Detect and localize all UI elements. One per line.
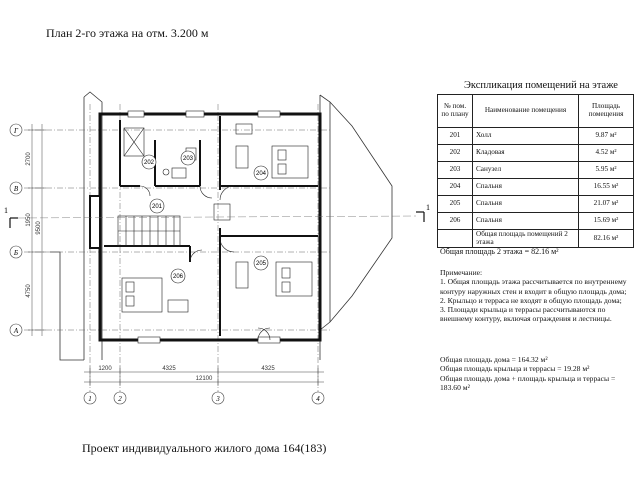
header-name: Наименование помещения xyxy=(473,95,579,128)
row-name: Холл xyxy=(473,128,579,145)
row-area: 15.69 м² xyxy=(579,213,634,230)
row-name: Спальня xyxy=(473,213,579,230)
header-area: Площадь помещения xyxy=(579,95,634,128)
dim-bottom-2: 4325 xyxy=(162,366,176,372)
table-header-row xyxy=(438,95,634,128)
explication-table xyxy=(437,94,634,248)
section-label-left: 1 xyxy=(4,206,8,215)
staircase xyxy=(118,216,180,246)
dim-bottom-total: 12100 xyxy=(195,376,213,382)
room-label-203: 203 xyxy=(182,156,194,162)
table-row xyxy=(438,179,634,196)
dimension-labels-left xyxy=(26,152,42,298)
row-num: 201 xyxy=(438,128,473,145)
axis-letter-a: А xyxy=(13,327,19,335)
dim-left-1: 2700 xyxy=(26,152,32,166)
room-labels xyxy=(144,156,267,280)
axis-letter-v: В xyxy=(13,185,19,193)
dim-left-3: 4750 xyxy=(26,284,32,298)
area-porch-terrace: Общая площадь крыльца и террасы = 19.28 м² xyxy=(440,364,590,374)
row-area: 16.55 м² xyxy=(579,179,634,196)
row-num: 203 xyxy=(438,162,473,179)
axis-letter-labels xyxy=(13,127,19,335)
table-row xyxy=(438,213,634,230)
total-row-name: Общая площадь помещений 2 этажа xyxy=(473,230,579,248)
row-name: Спальня xyxy=(473,179,579,196)
section-line xyxy=(18,216,416,218)
project-title: Проект индивидуального жилого дома 164(183) xyxy=(82,441,327,455)
axis-lines xyxy=(24,104,330,398)
room-label-204: 204 xyxy=(255,171,267,177)
area-combined: Общая площадь дома + площадь крыльца и террасы = 183.60 м² xyxy=(440,373,616,392)
row-area: 9.87 м² xyxy=(579,128,634,145)
landing-bay xyxy=(90,196,100,248)
room-label-201: 201 xyxy=(151,204,163,210)
total-row-area: 82.16 м² xyxy=(579,230,634,248)
note-item-2: 2. Крыльцо и терраса не входят в общую площадь дома; xyxy=(440,295,622,305)
area-house: Общая площадь дома = 164.32 м² xyxy=(440,355,548,364)
table-row xyxy=(438,162,634,179)
row-num: 206 xyxy=(438,213,473,230)
row-name: Спальня xyxy=(473,196,579,213)
dim-bottom-1: 1200 xyxy=(98,366,112,372)
dim-bottom-3: 4325 xyxy=(261,366,275,372)
axis-letter-bubbles xyxy=(10,124,22,336)
axis-letter-b: Б xyxy=(13,249,19,257)
room-label-205: 205 xyxy=(255,261,267,267)
notes-heading: Примечание: xyxy=(440,268,483,277)
interior-walls xyxy=(104,116,318,336)
axis-number-3: 3 xyxy=(216,395,220,403)
notes-block xyxy=(440,268,636,324)
row-name: Санузел xyxy=(473,162,579,179)
furniture xyxy=(122,124,312,312)
room-label-202: 202 xyxy=(143,160,155,166)
row-num: 205 xyxy=(438,196,473,213)
dimension-labels-bottom xyxy=(98,366,275,382)
plan-title: План 2-го этажа на отм. 3.200 м xyxy=(46,26,209,40)
row-num: 202 xyxy=(438,145,473,162)
row-area: 5.95 м² xyxy=(579,162,634,179)
table-row xyxy=(438,128,634,145)
areas-summary xyxy=(440,355,636,392)
table-total-row xyxy=(438,230,634,248)
header-num: № пом. по плану xyxy=(438,95,473,128)
axis-number-4: 4 xyxy=(316,395,320,403)
row-num: 204 xyxy=(438,179,473,196)
table-row xyxy=(438,145,634,162)
axis-letter-g: Г xyxy=(14,127,18,135)
windows xyxy=(128,111,280,343)
total-floor-area: Общая площадь 2 этажа = 82.16 м² xyxy=(440,247,559,256)
note-item-3: 3. Площади крыльца и террасы рассчитываются по внешнему контуру, включая ограждения и лестницы. xyxy=(440,305,612,324)
axis-number-1: 1 xyxy=(88,395,92,403)
table-row xyxy=(438,196,634,213)
dim-left-2: 1950 xyxy=(26,213,32,227)
section-label-right: 1 xyxy=(426,203,430,212)
row-area: 4.52 м² xyxy=(579,145,634,162)
row-area: 21.07 м² xyxy=(579,196,634,213)
note-item-1: 1. Общая площадь этажа рассчитывается по внутреннему контуру наружных стен и входит в общую площадь дома; xyxy=(440,277,627,296)
room-label-206: 206 xyxy=(172,274,184,280)
dim-left-total: 9500 xyxy=(36,221,42,235)
axis-number-2: 2 xyxy=(118,395,122,403)
explication-title: Экспликация помещений на этаже xyxy=(464,80,618,91)
row-name: Кладовая xyxy=(473,145,579,162)
